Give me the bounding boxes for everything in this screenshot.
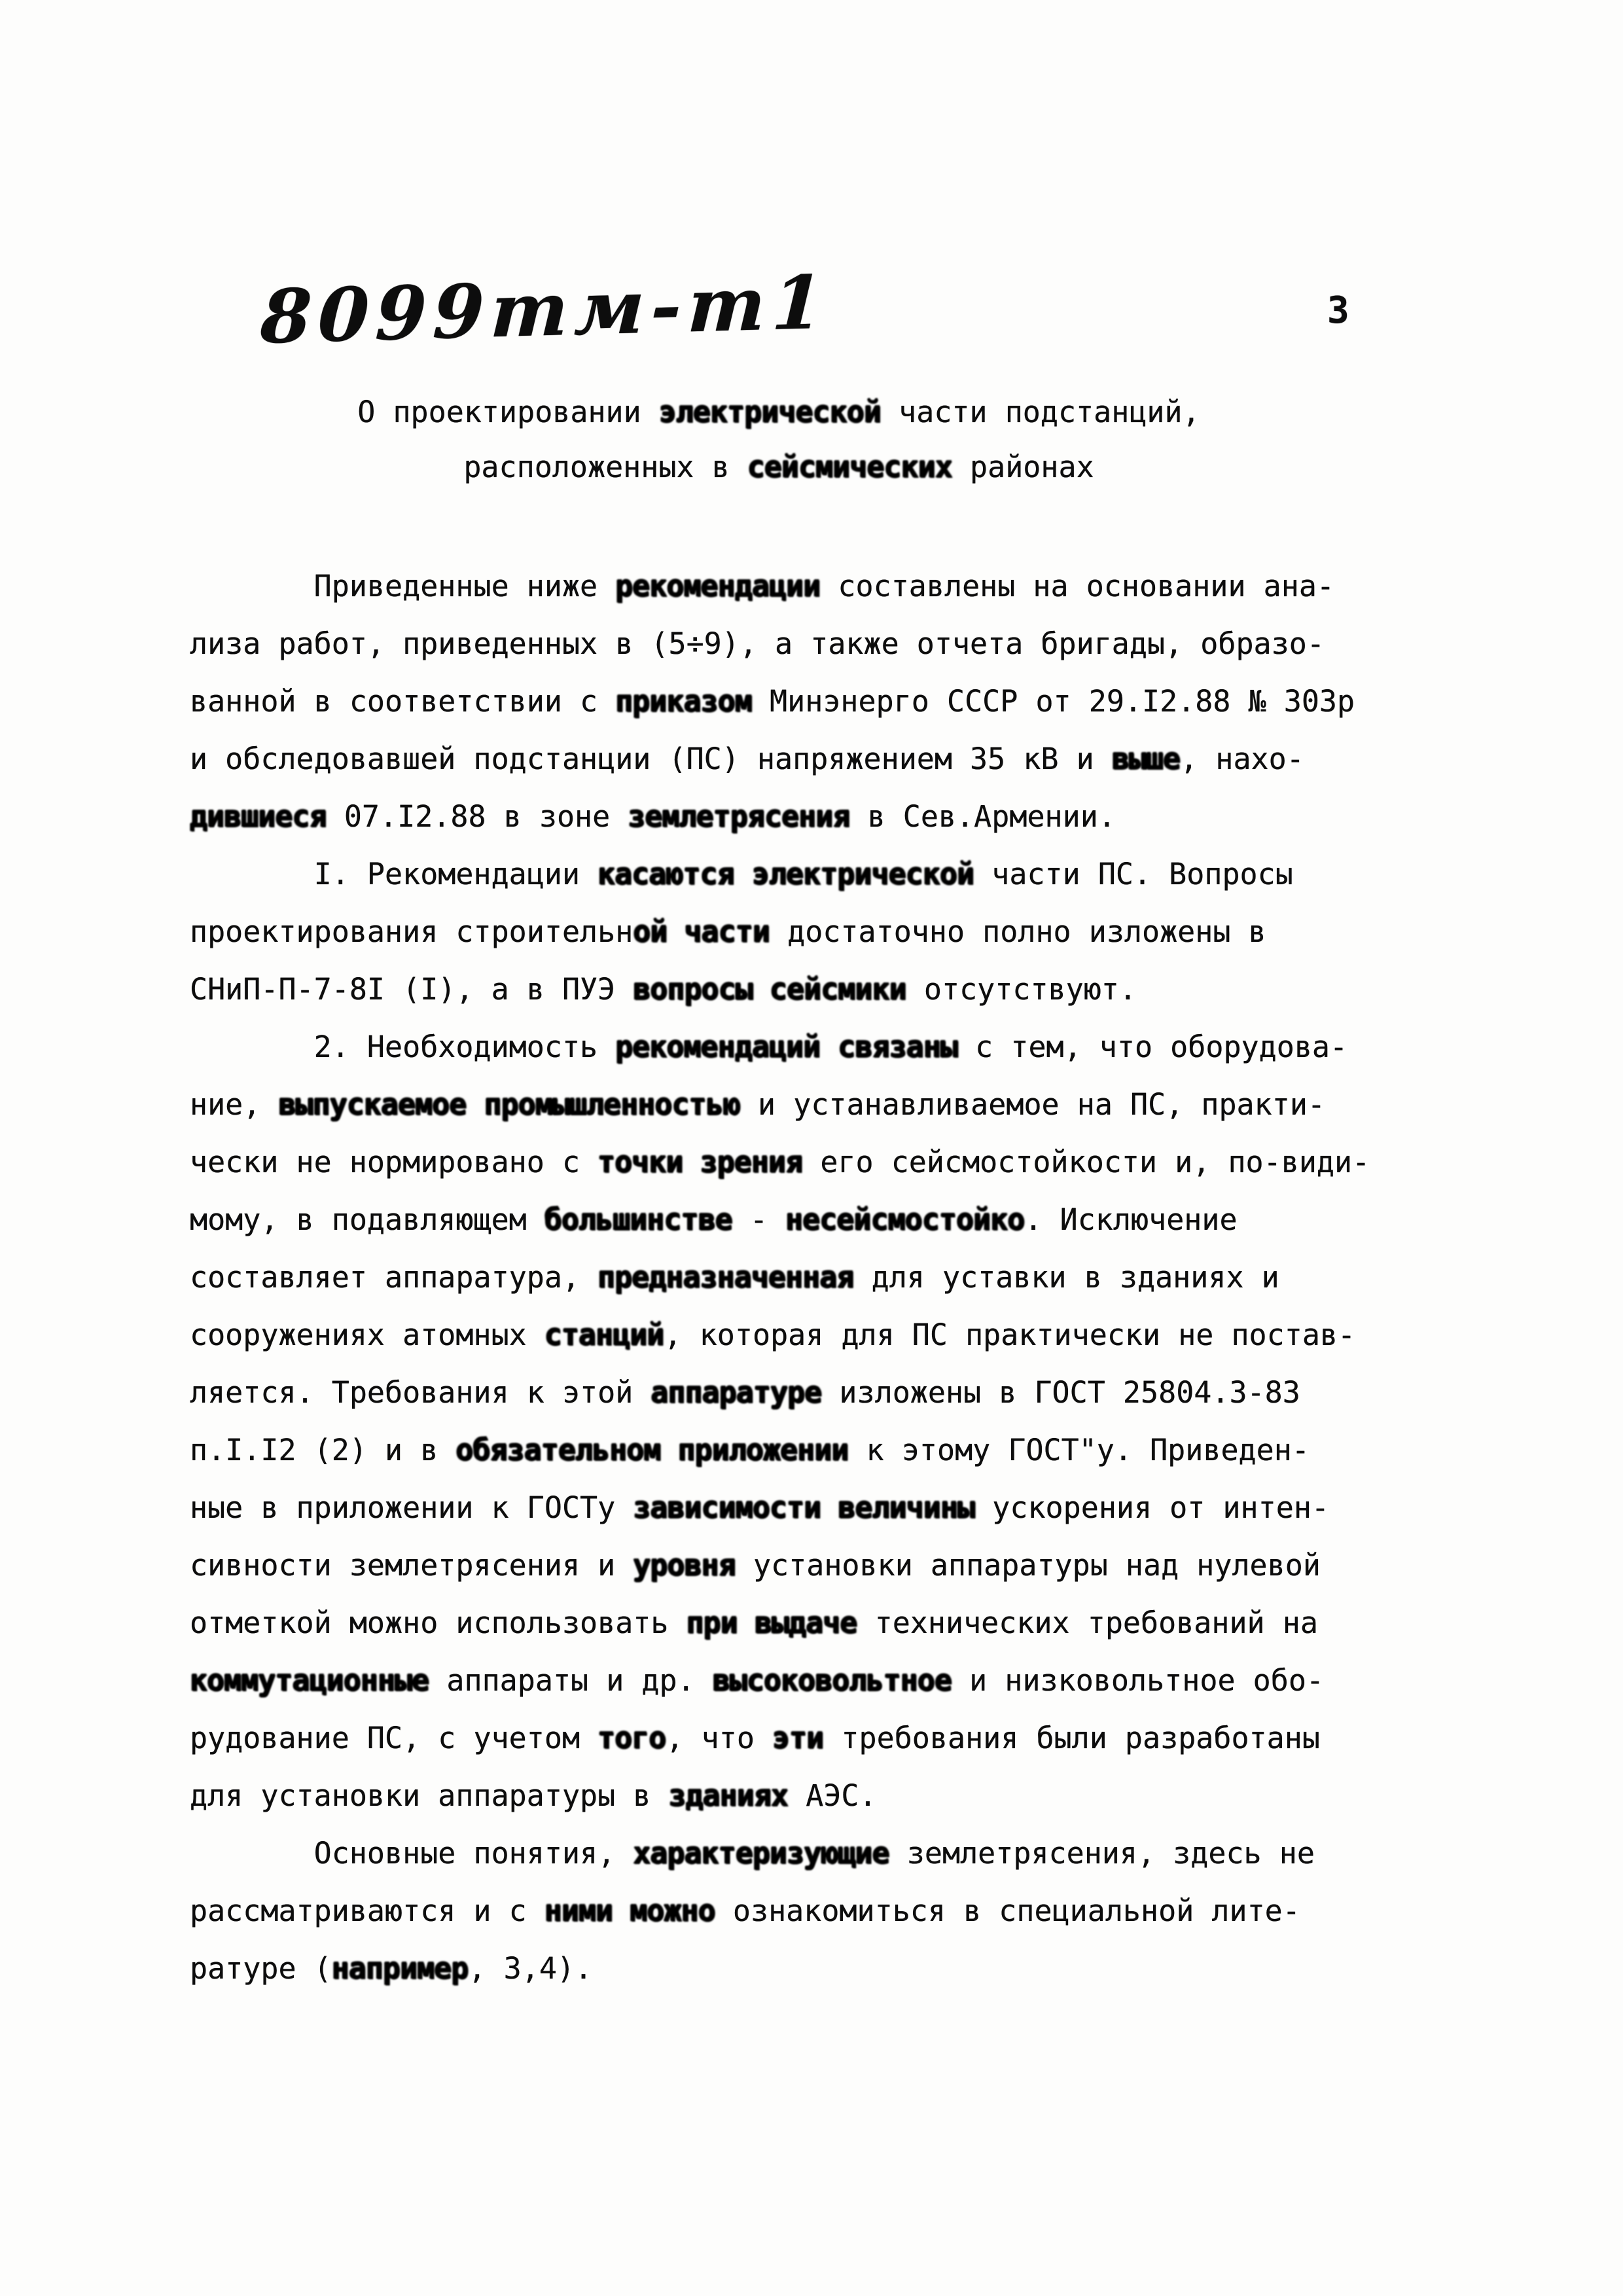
text-segment: расположенных в [463, 450, 747, 484]
text-segment [734, 857, 752, 891]
overstruck-text: касаются [597, 857, 734, 891]
text-segment: Основные понятия, [190, 1836, 633, 1871]
text-line [190, 1652, 1420, 1710]
overstruck-text: электрической [751, 857, 974, 891]
text-segment: части подстанций, [881, 395, 1200, 429]
text-segment [466, 1087, 484, 1122]
document-title [190, 385, 1368, 495]
text-segment: достаточно полно изложены в [770, 914, 1266, 949]
overstruck-text: характеризующие [633, 1836, 889, 1871]
text-line [190, 1249, 1420, 1306]
text-segment: ускорения от интен- [974, 1490, 1330, 1525]
overstruck-text: приказом [615, 684, 752, 719]
overstruck-text: землетрясения [628, 799, 850, 834]
text-line [190, 903, 1420, 961]
text-segment: отметкой можно использовать [190, 1605, 687, 1640]
text-segment: отсутствуют. [906, 972, 1137, 1007]
text-segment: . Исключение [1024, 1202, 1238, 1237]
overstruck-text: коммутационные [190, 1663, 429, 1698]
overstruck-text: эти [772, 1721, 824, 1755]
overstruck-text: зданиях [668, 1778, 789, 1813]
overstruck-text: обязательном приложении [455, 1433, 849, 1467]
text-segment: с тем, что оборудова- [957, 1030, 1348, 1064]
text-segment: требования были разработаны [823, 1721, 1320, 1755]
text-segment: , которая для ПС практически не постав- [664, 1318, 1356, 1352]
text-segment: Минэнерго СССР от 29.I2.88 № 303р [751, 684, 1355, 719]
text-segment: установки аппаратуры над нулевой [735, 1548, 1321, 1583]
overstruck-text: большинстве [544, 1202, 732, 1237]
text-segment: ляется. Требования к этой [190, 1375, 651, 1410]
overstruck-text: при выдаче [686, 1605, 857, 1640]
overstruck-text: дившиеся [190, 799, 327, 834]
text-segment: сооружениях атомных [190, 1318, 544, 1352]
text-line [190, 558, 1420, 615]
text-line [190, 788, 1420, 846]
overstruck-text: станций [544, 1318, 664, 1352]
overstruck-text: высоковольтное [712, 1663, 952, 1698]
text-segment: I. Рекомендации [190, 857, 598, 891]
text-segment: к этому ГОСТ"у. Приведен- [848, 1433, 1310, 1467]
text-segment: технических требований на [857, 1605, 1318, 1640]
overstruck-text: выше [1111, 742, 1181, 776]
overstruck-text: выпускаемое [278, 1087, 467, 1122]
text-line [190, 1940, 1420, 1998]
text-segment: лиза работ, приведенных в (5÷9), а также отчета бригады, образо- [190, 626, 1325, 661]
overstruck-text: ними можно [544, 1893, 715, 1928]
text-line [190, 1537, 1420, 1594]
text-line [190, 730, 1420, 788]
text-segment: изложены в ГОСТ 25804.3-83 [821, 1375, 1300, 1410]
text-line [190, 1364, 1420, 1422]
overstruck-text: того [597, 1721, 666, 1755]
text-segment: п.I.I2 (2) и в [190, 1433, 456, 1467]
text-segment: рудование ПС, с учетом [190, 1721, 598, 1755]
body-text [190, 558, 1420, 1998]
text-segment: в Сев.Армении. [849, 799, 1116, 834]
text-line [190, 1594, 1420, 1652]
text-line [190, 1306, 1420, 1364]
text-segment: землетрясения, здесь не [889, 1836, 1315, 1871]
text-segment: его сейсмостойкости и, по-види- [802, 1145, 1370, 1179]
overstruck-text: промышленностью [484, 1087, 740, 1122]
overstruck-text: связаны [838, 1030, 958, 1064]
overstruck-text: рекомендаций [615, 1030, 821, 1064]
overstruck-text: вопросы сейсмики [633, 972, 906, 1007]
text-segment: Приведенные ниже [190, 569, 616, 603]
overstruck-text: точки зрения [597, 1145, 803, 1179]
text-segment: , 3,4). [468, 1951, 593, 1986]
text-segment: ные в приложении к ГОСТу [190, 1490, 633, 1525]
page-number: 3 [1327, 289, 1349, 332]
text-segment: 2. Необходимость [190, 1030, 616, 1064]
overstruck-text: ой части [633, 914, 770, 949]
text-line [190, 846, 1420, 903]
text-segment: ратуре ( [190, 1951, 332, 1986]
text-line [190, 615, 1420, 673]
text-segment: части ПС. Вопросы [974, 857, 1293, 891]
text-segment: , нахо- [1180, 742, 1304, 776]
text-segment: составляет аппаратура, [190, 1260, 598, 1295]
text-segment [820, 1030, 838, 1064]
text-segment: и обследовавшей подстанции (ПС) напряжением 35 кВ и [190, 742, 1112, 776]
text-segment: чески не нормировано с [190, 1145, 598, 1179]
overstruck-text: уровня [633, 1548, 736, 1583]
text-segment: составлены на основании ана- [820, 569, 1335, 603]
text-segment: АЭС. [788, 1778, 877, 1813]
overstruck-text: рекомендации [615, 569, 821, 603]
text-line [190, 1134, 1420, 1191]
text-segment: - [732, 1202, 786, 1237]
text-segment: О проектировании [357, 395, 659, 429]
text-segment: сивности землетрясения и [190, 1548, 633, 1583]
text-segment: районах [952, 450, 1094, 484]
text-segment: ние, [190, 1087, 279, 1122]
text-line [190, 1422, 1420, 1479]
text-segment: и устанавливаемое на ПС, практи- [740, 1087, 1326, 1122]
text-segment: рассматриваются и с [190, 1893, 544, 1928]
text-segment: для установки аппаратуры в [190, 1778, 669, 1813]
overstruck-text: несейсмостойко [785, 1202, 1025, 1237]
text-segment: , что [666, 1721, 773, 1755]
text-line [190, 1479, 1420, 1537]
text-segment: для уставки в зданиях и [853, 1260, 1279, 1295]
text-line [190, 1710, 1420, 1767]
text-segment: и низковольтное обо- [952, 1663, 1325, 1698]
text-segment: ознакомиться в специальной лите- [715, 1893, 1300, 1928]
text-segment: аппараты и др. [429, 1663, 713, 1698]
overstruck-text: зависимости величины [633, 1490, 975, 1525]
overstruck-text: аппаратуре [651, 1375, 822, 1410]
text-segment: 07.I2.88 в зоне [326, 799, 628, 834]
overstruck-text: например [331, 1951, 469, 1986]
text-line [190, 961, 1420, 1018]
text-line [190, 1767, 1420, 1825]
text-segment: мому, в подавляющем [190, 1202, 544, 1237]
overstruck-text: электрической [658, 395, 882, 429]
text-line [190, 1882, 1420, 1940]
text-line [190, 1825, 1420, 1882]
text-line [190, 673, 1420, 730]
text-line [190, 1191, 1420, 1249]
overstruck-text: сейсмических [747, 450, 952, 484]
text-line [190, 1076, 1420, 1134]
overstruck-text: предназначенная [597, 1260, 854, 1295]
text-line [190, 1018, 1420, 1076]
handwritten-registry-mark: 8099тм-т1 [259, 259, 832, 361]
text-segment: СНиП-П-7-8I (I), а в ПУЭ [190, 972, 633, 1007]
text-segment: проектирования строительн [190, 914, 633, 949]
text-line [190, 385, 1368, 440]
text-segment: ванной в соответствии с [190, 684, 616, 719]
text-line [190, 440, 1368, 495]
